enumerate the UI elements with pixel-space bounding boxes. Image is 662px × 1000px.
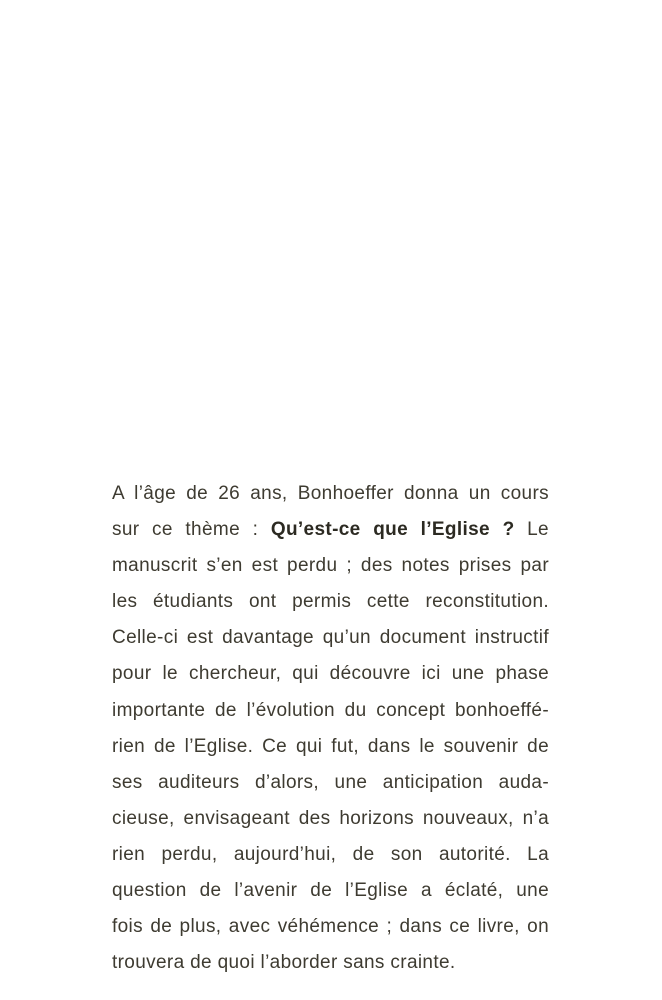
blurb-line-11: rien perdu, aujourd’hui, de son autorité. La xyxy=(112,843,549,865)
blurb-line-2-end: Le xyxy=(527,519,549,541)
blurb-line-5: Celle-ci est davantage qu’un document instructif xyxy=(112,627,549,649)
blurb-line-7: importante de l’évolution du concept bonhoeffé- xyxy=(112,699,549,721)
blurb-line-12: question de l’avenir de l’Eglise a éclaté, une xyxy=(112,880,549,902)
book-title-inline: Qu’est-ce que l’Eglise ? xyxy=(270,519,515,541)
blurb-line-6: pour le chercheur, qui découvre ici une phase xyxy=(112,663,549,685)
back-cover-blurb xyxy=(112,476,549,981)
blurb-line-10: cieuse, envisageant des horizons nouveaux, n’a xyxy=(112,807,549,829)
blurb-line-2 xyxy=(112,512,549,548)
blurb-line-4: les étudiants ont permis cette reconstitution. xyxy=(112,591,549,613)
blurb-line-3: manuscrit s’en est perdu ; des notes prises par xyxy=(112,555,549,577)
blurb-line-2-text: sur ce thème : xyxy=(112,519,259,541)
blurb-line-13: fois de plus, avec véhémence ; dans ce livre, on xyxy=(112,916,549,938)
blurb-line-8: rien de l’Eglise. Ce qui fut, dans le souvenir de xyxy=(112,735,549,757)
blurb-line-14: trouvera de quoi l’aborder sans crainte. xyxy=(112,952,456,974)
blurb-line-9: ses auditeurs d’alors, une anticipation auda- xyxy=(112,771,549,793)
blurb-line-1: A l’âge de 26 ans, Bonhoeffer donna un cours xyxy=(112,483,549,504)
